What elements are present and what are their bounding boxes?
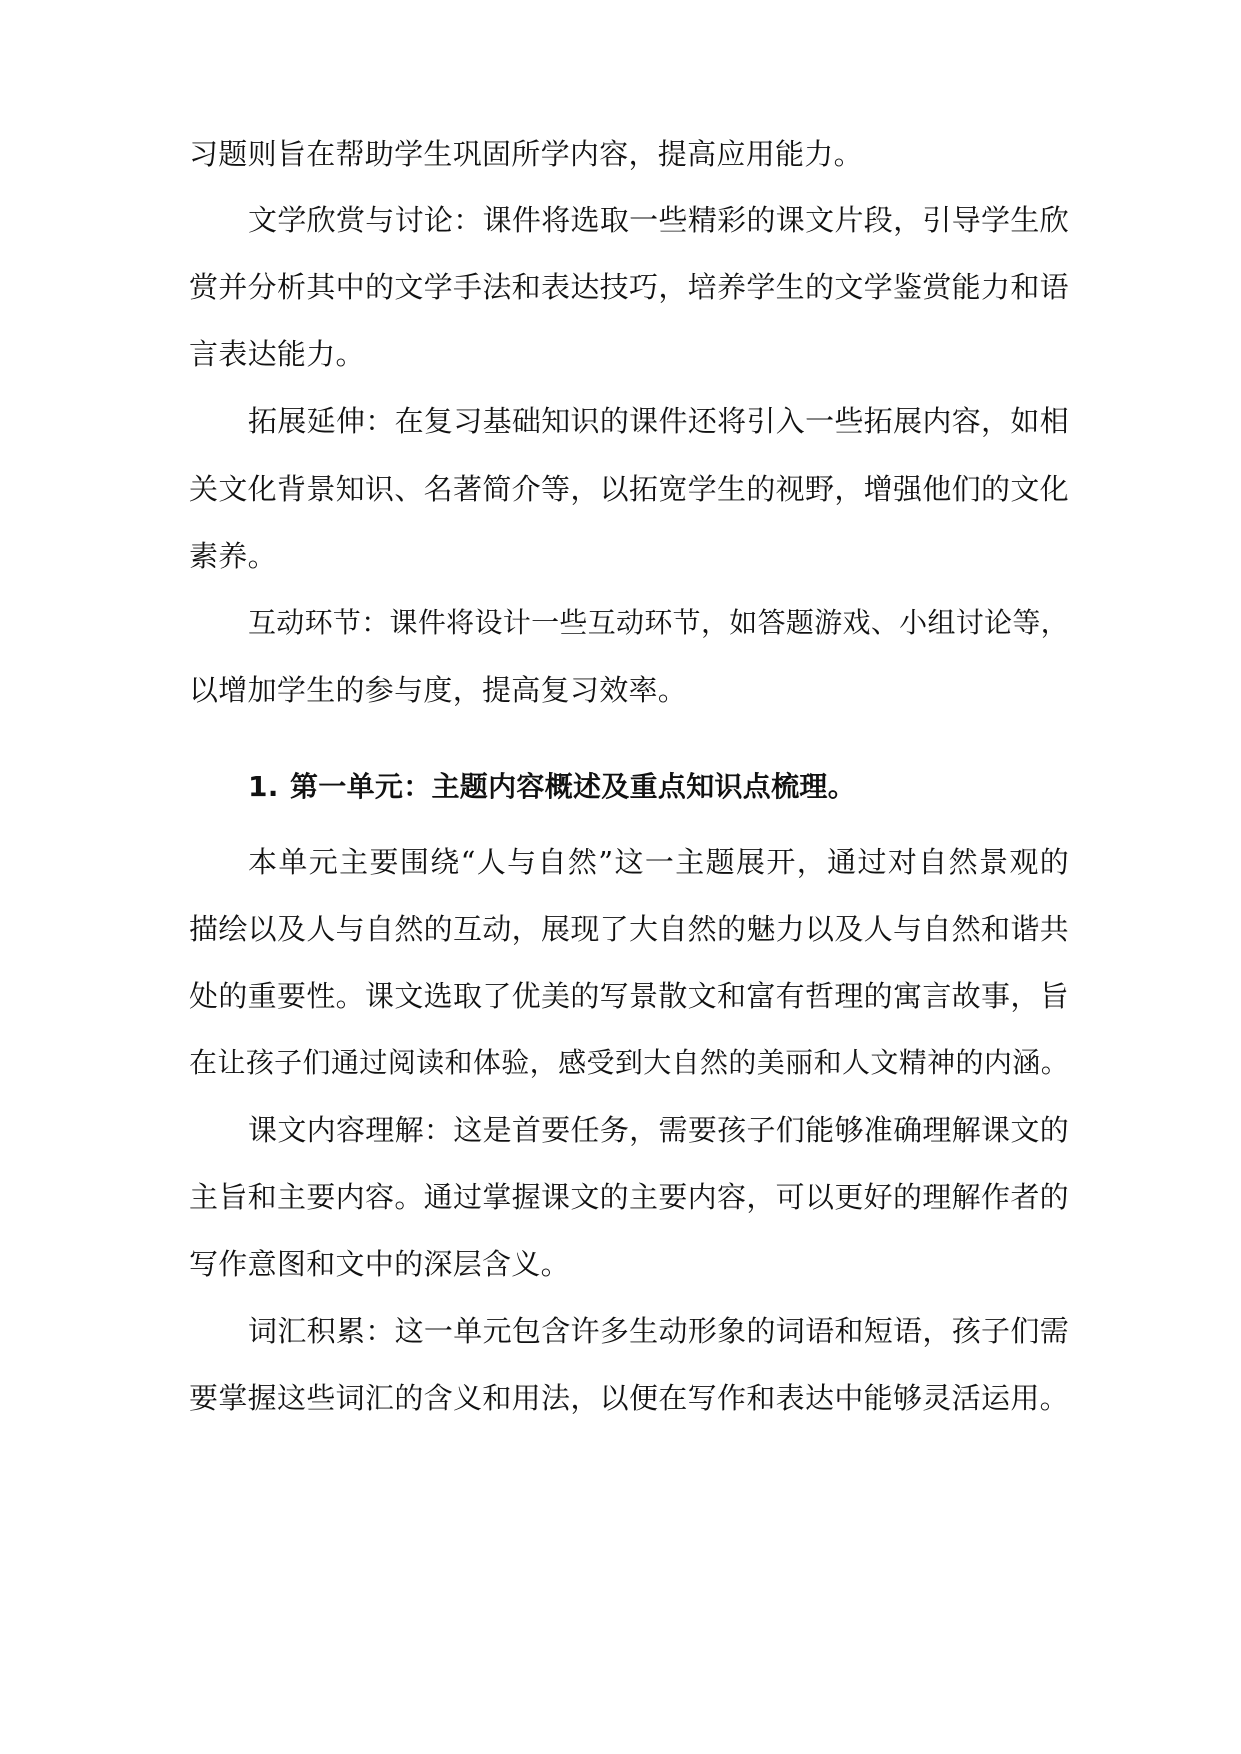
body-line: 习题则旨在帮助学生巩固所学内容，提高应用能力。 — [189, 137, 863, 171]
body-line: 写作意图和文中的深层含义。 — [189, 1247, 570, 1281]
section-heading-number: 1. — [248, 770, 279, 803]
body-line: 词汇积累：这一单元包含许多生动形象的词语和短语，孩子们需 — [248, 1314, 1069, 1348]
body-line: 在让孩子们通过阅读和体验，感受到大自然的美丽和人文精神的内涵。 — [189, 1046, 1069, 1079]
body-line: 赏并分析其中的文学手法和表达技巧，培养学生的文学鉴赏能力和语 — [189, 270, 1069, 304]
body-line: 课文内容理解：这是首要任务，需要孩子们能够准确理解课文的 — [248, 1113, 1069, 1147]
body-line: 言表达能力。 — [189, 337, 365, 371]
body-line: 互动环节：课件将设计一些互动环节，如答题游戏、小组讨论等， — [248, 606, 1069, 639]
body-line: 处的重要性。课文选取了优美的写景散文和富有哲理的寓言故事，旨 — [189, 979, 1069, 1013]
body-line: 文学欣赏与讨论：课件将选取一些精彩的课文片段，引导学生欣 — [248, 203, 1069, 237]
body-line: 以增加学生的参与度，提高复习效率。 — [189, 673, 688, 707]
body-line: 关文化背景知识、名著简介等，以拓宽学生的视野，增强他们的文化 — [189, 472, 1069, 506]
body-line: 素养。 — [189, 539, 277, 573]
body-line: 拓展延伸：在复习基础知识的课件还将引入一些拓展内容，如相 — [248, 404, 1069, 438]
body-line: 描绘以及人与自然的互动，展现了大自然的魅力以及人与自然和谐共 — [189, 912, 1069, 946]
section-heading-text: 第一单元：主题内容概述及重点知识点梳理。 — [290, 770, 857, 803]
body-line: 本单元主要围绕“人与自然”这一主题展开，通过对自然景观的 — [248, 845, 1069, 879]
section-heading — [248, 769, 1069, 805]
body-line: 主旨和主要内容。通过掌握课文的主要内容，可以更好的理解作者的 — [189, 1180, 1069, 1214]
body-line: 要掌握这些词汇的含义和用法，以便在写作和表达中能够灵活运用。 — [189, 1381, 1069, 1415]
